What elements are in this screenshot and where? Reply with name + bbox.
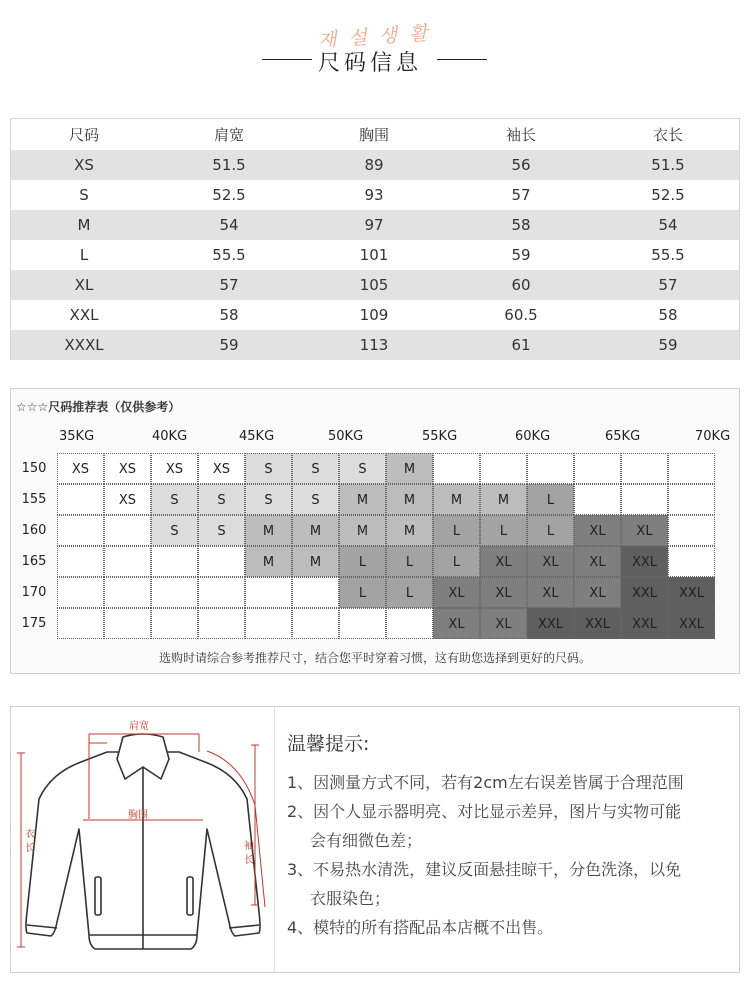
size-cell: XS [57, 453, 104, 484]
tips-title: 温馨提示: [287, 733, 370, 755]
size-cell: XL [433, 577, 480, 608]
size-table-row [11, 180, 739, 210]
size-cell [198, 546, 245, 577]
size-cell: M [386, 453, 433, 484]
size-cell [151, 546, 198, 577]
size-cell: M [339, 484, 386, 515]
column-header: 胸围 [358, 126, 390, 144]
table-cell: XXXL [64, 336, 104, 354]
size-cell: XXL [621, 546, 668, 577]
size-cell: S [198, 484, 245, 515]
decorative-script: 재 설 생 활 [317, 22, 432, 52]
size-cell [621, 484, 668, 515]
page-title: 尺码信息 [318, 51, 423, 76]
table-cell: 55.5 [651, 246, 685, 264]
header-line-right [437, 59, 487, 60]
tip-item: 2、因个人显示器明亮、对比显示差异，图片与实物可能 [287, 802, 682, 821]
tip-item: 会有细微色差； [310, 831, 423, 850]
table-cell: 57 [219, 276, 239, 294]
size-cell: L [339, 546, 386, 577]
table-cell: 58 [511, 216, 531, 234]
size-cell: XS [151, 453, 198, 484]
size-cell [480, 453, 527, 484]
size-cell: XXL [621, 577, 668, 608]
size-cell: M [245, 515, 292, 546]
size-cell [339, 608, 386, 639]
size-table-row [11, 240, 739, 270]
size-cell [292, 577, 339, 608]
size-cell: M [339, 515, 386, 546]
size-cell: L [527, 515, 574, 546]
size-cell [57, 515, 104, 546]
size-cell [621, 453, 668, 484]
jacket-diagram [11, 707, 274, 972]
size-cell: L [386, 546, 433, 577]
size-cell: S [151, 515, 198, 546]
page-header [0, 0, 750, 90]
size-cell: M [386, 515, 433, 546]
size-cell: XXL [668, 577, 715, 608]
table-cell: 113 [359, 336, 389, 354]
size-recommend-table [10, 388, 740, 674]
size-cell [668, 515, 715, 546]
chest-label: 胸围 [128, 810, 148, 821]
size-cell [198, 608, 245, 639]
weight-label: 45KG [239, 429, 275, 444]
size-cell: XL [433, 608, 480, 639]
size-cell [574, 484, 621, 515]
height-label: 160 [21, 523, 47, 538]
size-table-row [11, 330, 739, 360]
table-cell: 101 [359, 246, 389, 264]
size-cell [668, 453, 715, 484]
size-cell [57, 608, 104, 639]
size-cell: M [292, 546, 339, 577]
table-cell: 60.5 [504, 306, 538, 324]
tip-item: 4、模特的所有搭配品本店概不出售。 [287, 918, 554, 937]
height-label: 150 [21, 461, 47, 476]
weight-label: 35KG [59, 429, 95, 444]
table-cell: 89 [364, 156, 384, 174]
size-cell [198, 577, 245, 608]
height-label: 165 [21, 554, 47, 569]
table-cell: 58 [219, 306, 239, 324]
weight-label: 55KG [422, 429, 458, 444]
shoulder-label: 肩宽 [129, 721, 149, 732]
size-cell [245, 608, 292, 639]
size-cell: M [292, 515, 339, 546]
size-cell: XL [621, 515, 668, 546]
size-cell: XS [198, 453, 245, 484]
size-cell: S [198, 515, 245, 546]
size-cell [527, 453, 574, 484]
size-cell [57, 546, 104, 577]
size-cell: M [433, 484, 480, 515]
size-cell: XL [480, 577, 527, 608]
size-cell: M [245, 546, 292, 577]
size-cell: S [292, 484, 339, 515]
size-cell [104, 515, 151, 546]
size-table-row [11, 150, 739, 180]
table-cell: 105 [359, 276, 389, 294]
size-cell: S [292, 453, 339, 484]
size-cell: XS [104, 484, 151, 515]
height-label: 170 [21, 585, 47, 600]
length-label-1: 衣 [25, 829, 35, 840]
table-cell: 59 [219, 336, 239, 354]
tip-item: 3、不易热水清洗，建议反面悬挂晾干，分色洗涤，以免 [287, 860, 682, 879]
column-header: 尺码 [68, 126, 100, 144]
size-cell [245, 577, 292, 608]
recommend-note: 选购时请综合参考推荐尺寸，结合您平时穿着习惯，这有助您选择到更好的尺码。 [158, 651, 591, 665]
weight-label: 40KG [152, 429, 188, 444]
size-cell: S [151, 484, 198, 515]
size-cell: L [527, 484, 574, 515]
size-cell: XL [527, 577, 574, 608]
table-cell: 52.5 [212, 186, 246, 204]
table-cell: 56 [511, 156, 531, 174]
size-cell [151, 577, 198, 608]
size-cell: XL [480, 608, 527, 639]
table-cell: 51.5 [651, 156, 685, 174]
size-cell: XS [104, 453, 151, 484]
length-label-2: 长 [25, 843, 35, 854]
size-cell: M [386, 484, 433, 515]
sleeve-label-2: 长 [244, 855, 254, 866]
size-cell [668, 546, 715, 577]
size-cell [151, 608, 198, 639]
table-cell: 54 [658, 216, 678, 234]
size-cell: XL [574, 515, 621, 546]
height-label: 155 [21, 492, 47, 507]
table-cell: 109 [359, 306, 389, 324]
size-table-row [11, 300, 739, 330]
table-cell: 93 [364, 186, 384, 204]
weight-label: 65KG [605, 429, 641, 444]
size-cell [668, 484, 715, 515]
table-cell: 55.5 [212, 246, 246, 264]
table-cell: M [77, 216, 91, 234]
size-cell [104, 546, 151, 577]
column-header: 衣长 [652, 126, 684, 144]
size-cell: L [480, 515, 527, 546]
weight-label: 70KG [695, 429, 731, 444]
size-cell [386, 608, 433, 639]
size-cell: XL [574, 577, 621, 608]
size-cell: XXL [574, 608, 621, 639]
size-cell [433, 453, 480, 484]
table-cell: 61 [511, 336, 531, 354]
measure-guide [10, 706, 740, 973]
size-cell: XL [574, 546, 621, 577]
divider [274, 707, 275, 972]
table-cell: 59 [511, 246, 531, 264]
column-header: 肩宽 [213, 126, 245, 144]
table-cell: 97 [364, 216, 384, 234]
table-cell: 59 [658, 336, 678, 354]
header-line-left [262, 59, 312, 60]
table-cell: L [79, 246, 89, 264]
sleeve-label-1: 袖 [244, 841, 254, 852]
size-cell: XL [527, 546, 574, 577]
table-cell: 60 [511, 276, 531, 294]
size-cell [574, 453, 621, 484]
size-cell: L [433, 546, 480, 577]
size-cell: XXL [621, 608, 668, 639]
table-cell: 51.5 [212, 156, 246, 174]
size-cell: XXL [527, 608, 574, 639]
size-table [10, 118, 740, 360]
table-cell: 57 [658, 276, 678, 294]
size-table-header [11, 120, 739, 150]
table-cell: XXL [69, 306, 99, 324]
table-cell: 57 [511, 186, 531, 204]
table-cell: 52.5 [651, 186, 685, 204]
size-cell [57, 577, 104, 608]
weight-label: 50KG [328, 429, 364, 444]
height-label: 175 [21, 616, 47, 631]
size-cell [104, 608, 151, 639]
table-cell: 54 [219, 216, 239, 234]
size-cell [104, 577, 151, 608]
size-cell: XL [480, 546, 527, 577]
size-cell: S [339, 453, 386, 484]
column-header: 袖长 [505, 126, 537, 144]
size-cell [57, 484, 104, 515]
recommend-caption: ☆☆☆尺码推荐表（仅供参考） [16, 400, 181, 414]
size-cell: L [386, 577, 433, 608]
table-cell: 58 [658, 306, 678, 324]
table-cell: XS [74, 156, 94, 174]
size-table-row [11, 270, 739, 300]
size-cell [292, 608, 339, 639]
size-cell: S [245, 453, 292, 484]
weight-label: 60KG [515, 429, 551, 444]
tip-item: 1、因测量方式不同，若有2cm左右误差皆属于合理范围 [287, 773, 684, 792]
size-cell: M [480, 484, 527, 515]
size-cell: XXL [668, 608, 715, 639]
table-cell: S [79, 186, 89, 204]
tips-panel [287, 729, 735, 942]
size-table-row [11, 210, 739, 240]
size-cell: L [433, 515, 480, 546]
table-cell: XL [74, 276, 94, 294]
tip-item: 衣服染色； [310, 889, 391, 908]
size-cell: L [339, 577, 386, 608]
size-cell: S [245, 484, 292, 515]
